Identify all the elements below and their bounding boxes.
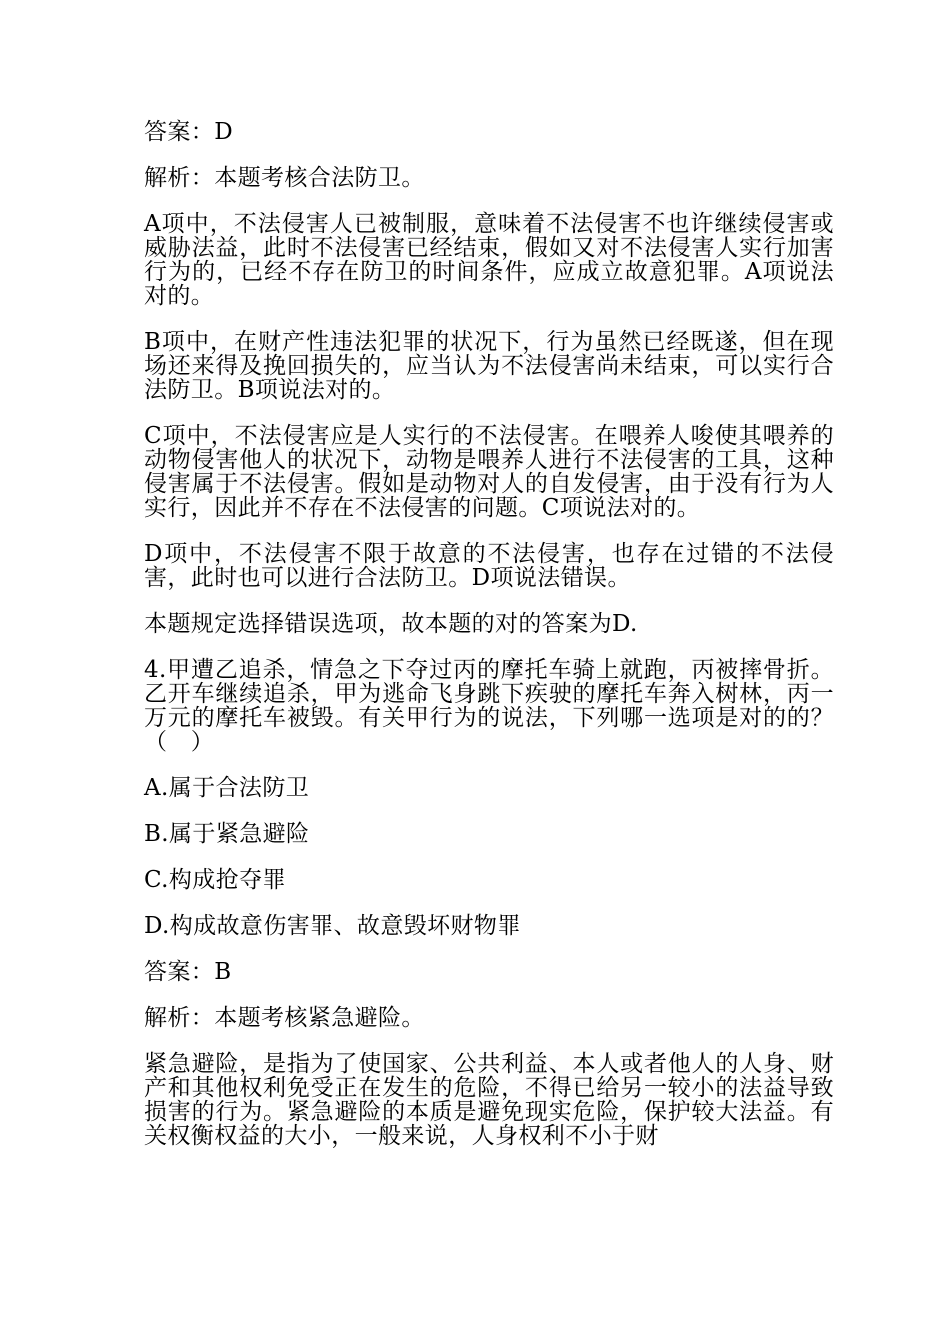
analysis-option-d: D项中，不法侵害不限于故意的不法侵害，也存在过错的不法侵害，此时也可以进行合法防卫。D项说法错误。 (144, 541, 834, 591)
analysis-heading-prev: 解析：本题考核合法防卫。 (144, 165, 425, 191)
answer-line: 答案：B (144, 959, 232, 985)
analysis-option-b: B项中，在财产性违法犯罪的状况下，行为虽然已经既遂，但在现场还来得及挽回损失的，应当认为不法侵害尚未结束，可以实行合法防卫。B项说法对的。 (144, 329, 834, 403)
analysis-heading: 解析：本题考核紧急避险。 (144, 1005, 425, 1031)
choice-c: C.构成抢夺罪 (144, 867, 286, 893)
choice-d: D.构成故意伤害罪、故意毁坏财物罪 (144, 913, 521, 939)
choice-b: B.属于紧急避险 (144, 821, 310, 847)
question-4: 4.甲遭乙追杀，情急之下夺过丙的摩托车骑上就跑，丙被摔骨折。乙开车继续追杀，甲为逃命飞身跳下疾驶的摩托车奔入树林，丙一万元的摩托车被毁。有关甲行为的说法，下列哪一选项是对的的？（ ） (144, 657, 834, 755)
analysis-conclusion: 本题规定选择错误选项，故本题的对的答案为D. (144, 611, 638, 637)
analysis-option-c: C项中，不法侵害应是人实行的不法侵害。在喂养人唆使其喂养的动物侵害他人的状况下，动物是喂养人进行不法侵害的工具，这种侵害属于不法侵害。假如是动物对人的自发侵害，由于没有行为人实行，因此并不存在不法侵害的问题。C项说法对的。 (144, 423, 834, 521)
answer-line-prev: 答案：D (144, 119, 234, 145)
analysis-body: 紧急避险，是指为了使国家、公共利益、本人或者他人的人身、财产和其他权利免受正在发生的危险，不得已给另一较小的法益导致损害的行为。紧急避险的本质是避免现实危险，保护较大法益。有关权衡权益的大小，一般来说，人身权利不小于财 (144, 1051, 834, 1149)
document-body (144, 120, 834, 1170)
choice-a: A.属于合法防卫 (144, 775, 310, 801)
analysis-option-a: A项中，不法侵害人已被制服，意味着不法侵害不也许继续侵害或威胁法益，此时不法侵害已经结束，假如又对不法侵害人实行加害行为的，已经不存在防卫的时间条件，应成立故意犯罪。A项说法对的。 (144, 211, 834, 309)
